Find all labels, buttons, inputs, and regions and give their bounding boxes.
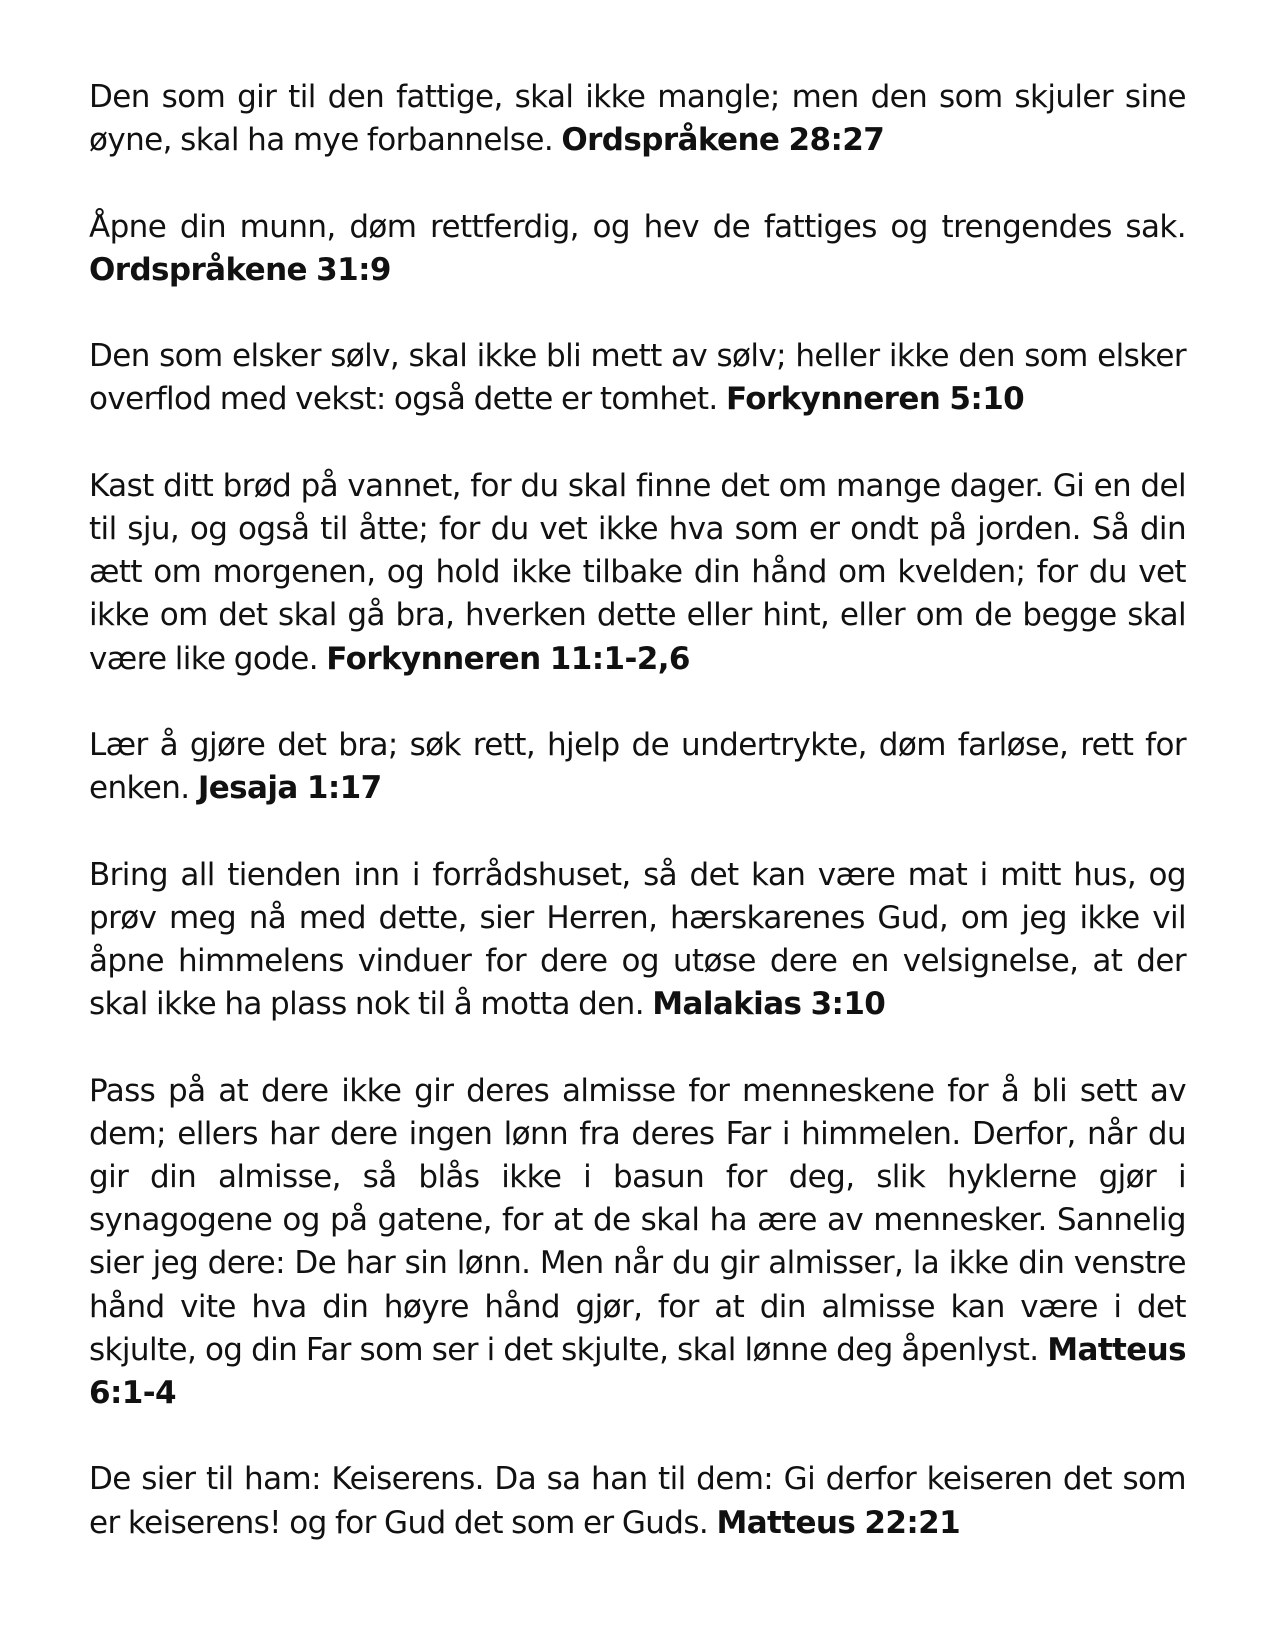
verse-text: Lær å gjøre det bra; søk rett, hjelp de undertrykte, døm farløse, rett for enken. <box>89 726 1186 807</box>
verse-text: Kast ditt brød på vannet, for du skal finne det om mange dager. Gi en del til sju, og også til åtte; for du vet ikke hva som er ondt på jorden. Så din ætt om morgenen, og hold ikke tilbake din hånd om kvelden; for du vet ikke om det skal gå bra, hverken dette eller hint, eller om de begge skal være like gode. <box>89 467 1186 677</box>
verse-reference: Jesaja 1:17 <box>197 770 382 807</box>
verse-reference: Forkynneren 11:1-2,6 <box>326 640 690 677</box>
verse-paragraph <box>89 854 1186 1027</box>
verse-text: Åpne din munn, døm rettferdig, og hev de fattiges og trengendes sak. <box>89 208 1186 245</box>
verse-text: Den som elsker sølv, skal ikke bli mett av sølv; heller ikke den som elsker overflod med vekst: også dette er tomhet. <box>89 338 1186 418</box>
verse-reference: Matteus 22:21 <box>716 1504 961 1541</box>
verse-paragraph <box>89 1458 1186 1544</box>
verse-reference: Matteus 6:1-4 <box>89 1331 1187 1411</box>
verse-reference: Ordspråkene 31:9 <box>89 251 391 288</box>
verse-paragraph <box>89 1070 1186 1416</box>
verse-text: De sier til ham: Keiserens. Da sa han til dem: Gi derfor keiseren det som er keiserens! og for Gud det som er Guds. <box>89 1461 1186 1541</box>
verse-text: Den som gir til den fattige, skal ikke mangle; men den som skjuler sine øyne, skal ha mye forbannelse. <box>89 79 1186 159</box>
verse-text: Pass på at dere ikke gir deres almisse for menneskene for å bli sett av dem; ellers har dere ingen lønn fra deres Far i himmelen. Derfor, når du gir din almisse, så blås ikke i basun for deg, slik hyklerne gjør i synagogene og på gatene, for at de skal ha ære av mennesker. Sannelig sier jeg dere: De har sin lønn. Men når du gir almisser, la ikke din venstre hånd vite hva din høyre hånd gjør, for at din almisse kan være i det skjulte, og din Far som ser i det skjulte, skal lønne deg åpenlyst. <box>89 1072 1186 1368</box>
document-page <box>89 76 1186 1588</box>
verse-reference: Forkynneren 5:10 <box>725 381 1025 418</box>
verse-reference: Malakias 3:10 <box>652 986 886 1023</box>
verse-paragraph <box>89 335 1186 421</box>
verse-paragraph <box>89 206 1186 292</box>
verse-paragraph <box>89 465 1186 681</box>
verse-reference: Ordspråkene 28:27 <box>561 122 885 159</box>
verse-paragraph <box>89 76 1186 162</box>
verse-text: Bring all tienden inn i forrådshuset, så det kan være mat i mitt hus, og prøv meg nå med dette, sier Herren, hærskarenes Gud, om jeg ikke vil åpne himmelens vinduer for dere og utøse dere en velsignelse, at der skal ikke ha plass nok til å motta den. <box>89 856 1186 1023</box>
verse-paragraph <box>89 724 1186 810</box>
